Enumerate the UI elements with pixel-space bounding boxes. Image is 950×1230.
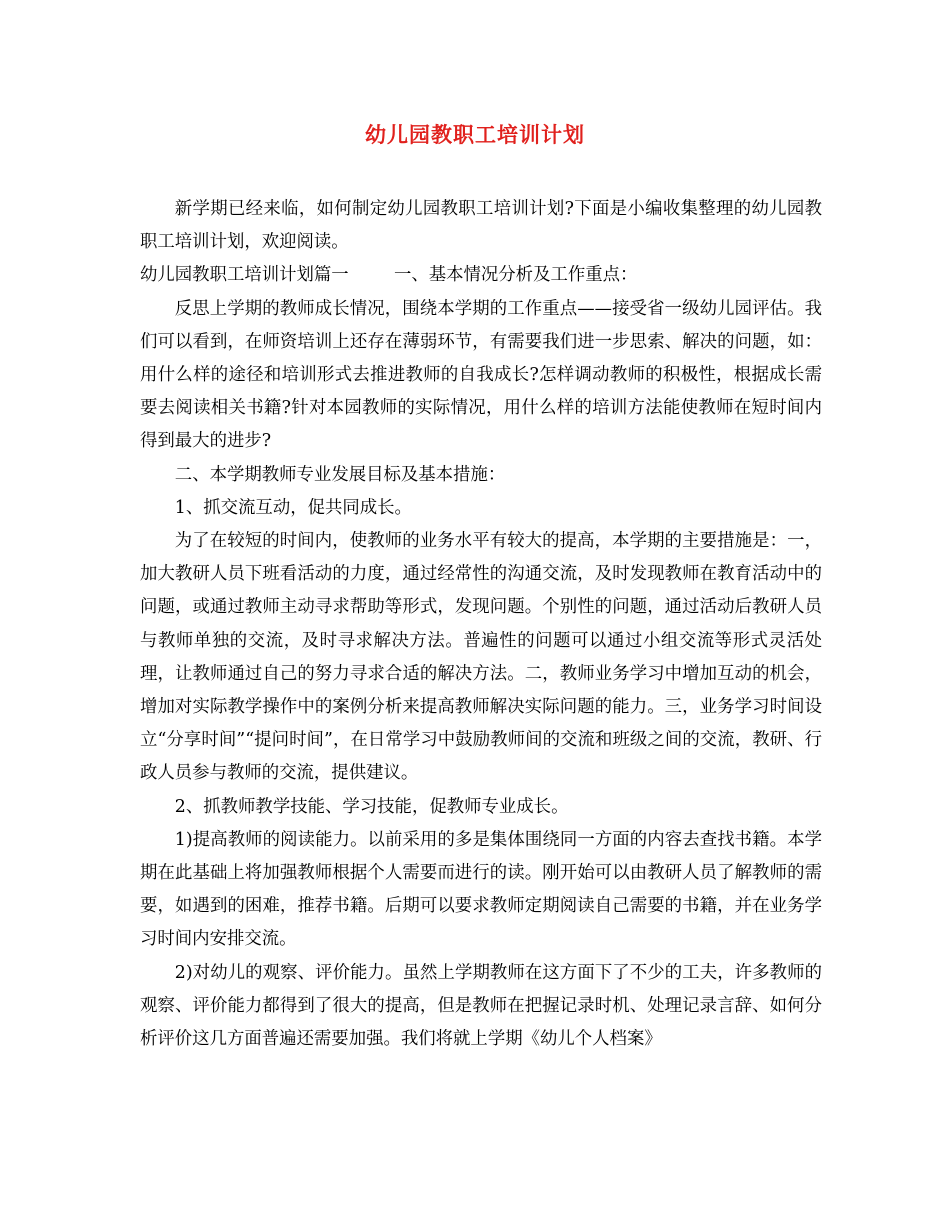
body-paragraph: 反思上学期的教师成长情况，围绕本学期的工作重点——接受省一级幼儿园评估。我们可以看到，在师资培训上还存在薄弱环节，有需要我们进一步思索、解决的问题，如：用什么样的途径和培训形式去推进教师的自我成长?怎样调动教师的积极性，根据成长需要去阅读相关书籍?针对本园教师的实际情况，用什么样的培训方法能使教师在短时间内得到最大的进步? — [140, 298, 822, 452]
body-paragraph: 1)提高教师的阅读能力。以前采用的多是集体围绕同一方面的内容去查找书籍。本学期在此基础上将加强教师根据个人需要而进行的读。刚开始可以由教研人员了解教师的需要，如遇到的困难，推荐书籍。后期可以要求教师定期阅读自己需要的书籍，并在业务学习时间内安排交流。 — [140, 829, 822, 950]
chapter-line — [140, 259, 822, 292]
body-paragraph: 1、抓交流互动，促共同成长。 — [174, 497, 412, 518]
body-paragraph: 2)对幼儿的观察、评价能力。虽然上学期教师在这方面下了不少的工夫，许多教师的观察、评价能力都得到了很大的提高，但是教师在把握记录时机、处理记录言辞、如何分析评价这几方面普遍还需要加强。我们将就上学期《幼儿个人档案》 — [140, 962, 822, 1050]
body-paragraph: 二、本学期教师专业发展目标及基本措施： — [174, 464, 506, 485]
document-title: 幼儿园教职工培训计划 — [365, 122, 585, 147]
chapter-label: 幼儿园教职工培训计划篇一 — [140, 265, 349, 286]
body-paragraph: 为了在较短的时间内，使教师的业务水平有较大的提高，本学期的主要措施是：一，加大教研人员下班看活动的力度，通过经常性的沟通交流，及时发现教师在教育活动中的问题，或通过教师主动寻求帮助等形式，发现问题。个别性的问题，通过活动后教研人员与教师单独的交流，及时寻求解决方法。普遍性的问题可以通过小组交流等形式灵活处理，让教师通过自己的努力寻求合适的解决方法。二，教师业务学习中增加互动的机会，增加对实际教学操作中的案例分析来提高教师解决实际问题的能力。三，业务学习时间设立“分享时间”“提问时间”，在日常学习中鼓励教师间的交流和班级之间的交流，教研、行政人员参与教师的交流，提供建议。 — [140, 531, 822, 784]
section-one-heading: 一、基本情况分析及工作重点： — [393, 265, 638, 286]
document-body — [140, 193, 822, 1056]
intro-paragraph: 新学期已经来临，如何制定幼儿园教职工培训计划?下面是小编收集整理的幼儿园教职工培训计划，欢迎阅读。 — [140, 199, 822, 253]
body-paragraph: 2、抓教师教学技能、学习技能，促教师专业成长。 — [174, 796, 569, 817]
